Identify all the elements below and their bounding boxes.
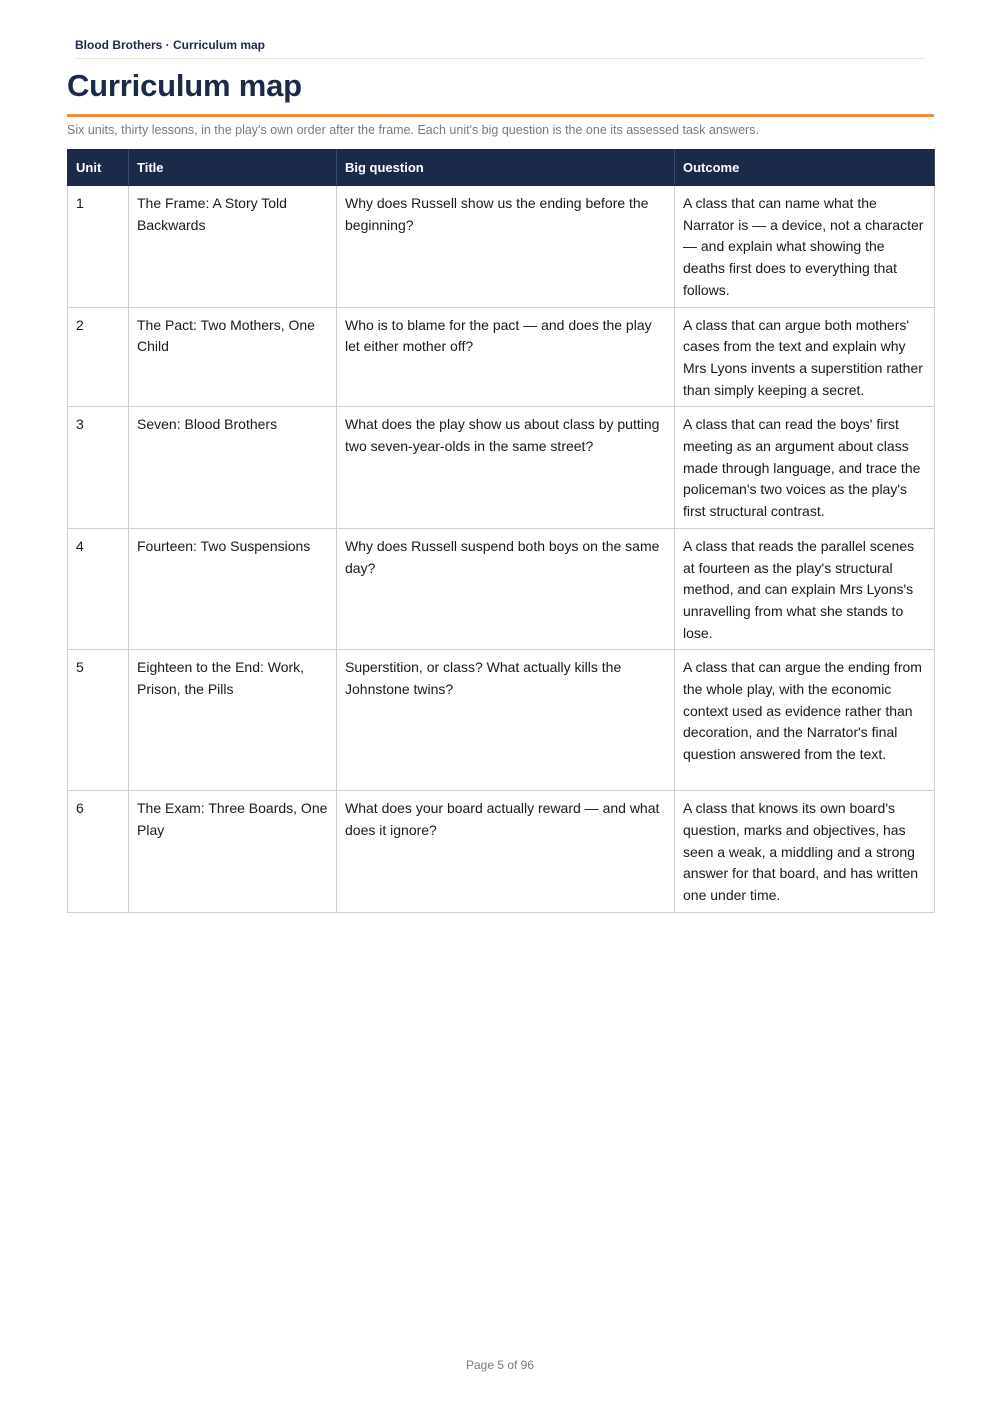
unit-title: The Exam: Three Boards, One Play [129, 791, 337, 913]
table-row [68, 307, 935, 407]
unit-title: Fourteen: Two Suspensions [129, 528, 337, 650]
unit-title: The Pact: Two Mothers, One Child [129, 307, 337, 407]
table-row [68, 650, 935, 791]
table-row [68, 407, 935, 529]
page-title: Curriculum map [67, 68, 302, 103]
unit-big-question: What does your board actually reward — and what does it ignore? [337, 791, 675, 913]
table-row [68, 791, 935, 913]
unit-big-question: Superstition, or class? What actually kills the Johnstone twins? [337, 650, 675, 791]
column-header-unit: Unit [68, 150, 129, 186]
running-header: Blood Brothers · Curriculum map [75, 38, 925, 59]
table-row [68, 528, 935, 650]
intro-text: Six units, thirty lessons, in the play's own order after the frame. Each unit's big question is the one its assessed task answers. [67, 123, 759, 137]
unit-outcome: A class that can argue the ending from the whole play, with the economic context used as evidence rather than decoration, and the Narrator's final question answered from the text. [675, 650, 935, 791]
column-header-outcome: Outcome [675, 150, 935, 186]
unit-number: 2 [68, 307, 129, 407]
unit-big-question: Who is to blame for the pact — and does the play let either mother off? [337, 307, 675, 407]
page-number: Page 5 of 96 [465, 1358, 535, 1372]
unit-title: The Frame: A Story Told Backwards [129, 186, 337, 308]
unit-outcome: A class that can name what the Narrator is — a device, not a character — and explain what showing the deaths first does to everything that follows. [675, 186, 935, 308]
unit-title: Seven: Blood Brothers [129, 407, 337, 529]
column-header-big-question: Big question [337, 150, 675, 186]
unit-outcome: A class that can argue both mothers' cases from the text and explain why Mrs Lyons invents a superstition rather than simply keeping a secret. [675, 307, 935, 407]
unit-number: 5 [68, 650, 129, 791]
unit-number: 4 [68, 528, 129, 650]
unit-outcome: A class that can read the boys' first meeting as an argument about class made through language, and trace the policeman's two voices as the play's first structural contrast. [675, 407, 935, 529]
title-underline [67, 114, 934, 117]
unit-big-question: What does the play show us about class by putting two seven-year-olds in the same street? [337, 407, 675, 529]
curriculum-table [67, 149, 935, 913]
unit-number: 6 [68, 791, 129, 913]
unit-outcome: A class that knows its own board's question, marks and objectives, has seen a weak, a middling and a strong answer for that board, and has written one under time. [675, 791, 935, 913]
unit-number: 1 [68, 186, 129, 308]
table-row [68, 186, 935, 308]
column-header-title: Title [129, 150, 337, 186]
unit-title: Eighteen to the End: Work, Prison, the Pills [129, 650, 337, 791]
unit-number: 3 [68, 407, 129, 529]
unit-outcome: A class that reads the parallel scenes at fourteen as the play's structural method, and can explain Mrs Lyons's unravelling from what she stands to lose. [675, 528, 935, 650]
table-header-row [68, 150, 935, 186]
unit-big-question: Why does Russell suspend both boys on the same day? [337, 528, 675, 650]
unit-big-question: Why does Russell show us the ending before the beginning? [337, 186, 675, 308]
